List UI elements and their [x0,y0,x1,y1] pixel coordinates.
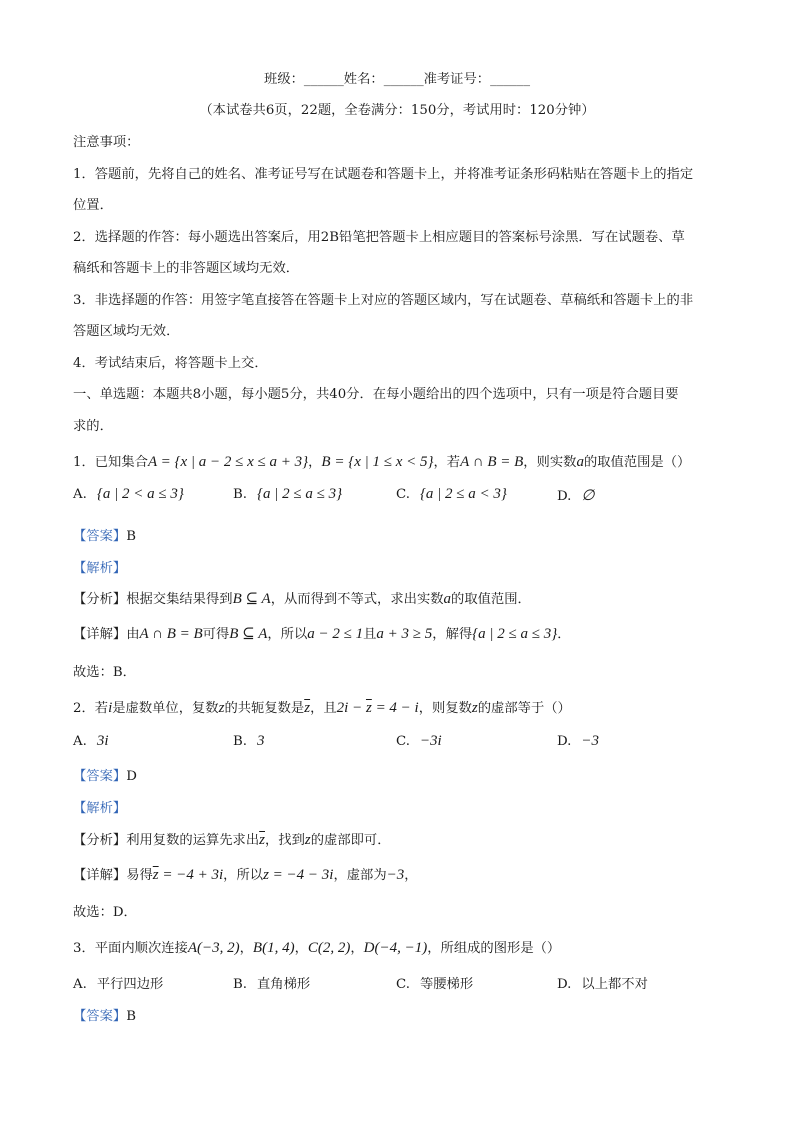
q1-text-3: ，则实数 [523,455,577,470]
fenxi-tag: 【分析】 [73,592,127,607]
section-heading-b: 求的． [73,419,113,434]
xj-text-4: ， [404,868,418,883]
q1-text-2: ，若 [433,455,461,470]
fenxi-math-2: z [304,832,311,848]
option-value: {a | 2 < a ≤ 3} [96,486,184,502]
q1-sep: ， [308,455,322,470]
q2-answer [73,765,137,784]
answer-value: D [126,769,137,784]
option-value: {a | 2 ≤ a ≤ 3} [257,486,343,502]
fenxi-math-1: $\overline{z}$ [259,832,265,848]
xj-math-zbar: $\overline{z}$ [152,867,159,883]
notice-item-4: 4．考试结束后，将答题卡上交． [73,356,268,371]
q3-point-a: A(−3, 2) [187,940,240,956]
option-label: D. [557,489,572,504]
q3-stem [73,937,560,957]
notice-item-2b: 稿纸和答题卡上的非答题区域均无效． [73,261,300,276]
xj-text-1: 易得 [126,868,153,883]
header-fields-line: 班级：______姓名：______准考证号：______ [264,72,530,87]
fenxi-text-3: 的取值范围． [451,592,531,607]
option-label: C. [396,487,410,502]
option-label: D. [557,734,572,749]
xj-math-2: z = −4 − 3i [263,867,334,883]
q1-stem [73,451,690,471]
q1-option-c [396,486,507,503]
notice-item-2a: 2．选择题的作答：每小题选出答案后，用2B铅笔把答题卡上相应题目的答案标号涂黑．写在试题卷、草 [73,230,685,245]
option-label: B. [233,734,247,749]
option-value: {a | 2 ≤ a < 3} [419,486,507,502]
option-label: A. [73,734,87,749]
option-label: A. [73,977,87,992]
xj-text-3: ，虚部为 [333,868,387,883]
option-value: 3i [96,733,109,749]
xj-text-2: ，所以 [223,868,264,883]
xj-math-1: A ∩ B = B [139,626,203,642]
q1-condition: A ∩ B = B [460,454,524,470]
q3-option-b [233,973,310,992]
q3-point-d: D(−4, −1) [363,940,428,956]
fenxi-text-1: 利用复数的运算先求出 [126,833,260,848]
xj-text-6: ． [557,627,571,642]
fenxi-text-2: ，从而得到不等式，求出实数 [270,592,444,607]
q1-option-a [73,486,184,503]
notice-title: 注意事项： [73,135,140,150]
q3-point-b: B(1, 4) [252,940,295,956]
fenxi-text-2: ，找到 [265,833,305,848]
q1-set-b: B = {x | 1 ≤ x < 5} [321,454,434,470]
xj-text-5: ，解得 [432,627,473,642]
option-value: 直角梯形 [257,977,311,992]
q1-xiangjie [73,623,571,643]
analysis-tag: 【解析】 [73,561,127,576]
q1-number: 1． [73,455,95,470]
q2-math-z2: z [471,700,478,716]
q1-analysis-tag [73,557,126,576]
xiangjie-tag: 【详解】 [73,868,127,883]
q2-text-3: 的共轭复数是 [224,701,305,716]
answer-tag: 【答案】 [73,1009,127,1024]
option-value: −3 [581,733,600,749]
q3-option-c [396,973,473,992]
q3-point-c: C(2, 2) [307,940,351,956]
fenxi-text-1: 根据交集结果得到 [126,592,233,607]
q2-math-i: i [108,700,113,716]
q2-choose: 故选：D． [73,905,137,920]
xj-text-3: ，所以 [267,627,308,642]
q1-text-1: 已知集合 [94,455,148,470]
option-label: B. [233,977,247,992]
q3-text-2: ，所组成的图形是（） [427,941,561,956]
q2-eq-zbar: $\overline{z}$ [365,700,372,716]
q3-sep-1: ， [239,941,253,956]
analysis-tag: 【解析】 [73,801,127,816]
q3-answer [73,1005,136,1024]
fenxi-math-2: a [443,591,452,607]
q2-number: 2． [73,701,95,716]
notice-item-3b: 答题区域均无效． [73,324,180,339]
q2-analysis-tag [73,797,126,816]
q2-xiangjie [73,864,418,884]
option-value: 3 [257,733,265,749]
xiangjie-tag: 【详解】 [73,627,127,642]
option-value: 以上都不对 [581,977,648,992]
xj-text-4: 且 [363,627,377,642]
q3-sep-2: ， [294,941,308,956]
xj-math-1: = −4 + 3i [158,867,224,883]
q3-option-d [557,973,648,992]
q1-option-d [557,486,595,505]
q2-text-5: ，则复数 [418,701,472,716]
answer-tag: 【答案】 [73,529,127,544]
q2-option-a [73,733,109,750]
q1-option-b [233,486,342,503]
option-value: ∅ [581,488,595,504]
q2-eq-part-b: = 4 − i [371,700,419,716]
xj-math-5: {a | 2 ≤ a ≤ 3} [472,626,558,642]
notice-item-3a: 3．非选择题的作答：用签字笔直接答在答题卡上对应的答题区域内，写在试题卷、草稿纸和答题卡上的非 [73,293,694,308]
xj-text-1: 由 [126,627,140,642]
q3-sep-3: ， [350,941,364,956]
q3-text-1: 平面内顺次连接 [94,941,188,956]
q1-text-4: 的取值范围是（） [583,455,691,470]
q2-eq-part-a: 2i − [336,700,366,716]
q2-text-1: 若 [94,701,109,716]
q2-text-6: 的虚部等于（） [477,701,571,716]
q2-option-b [233,733,265,750]
xj-text-2: 可得 [202,627,230,642]
q1-choose: 故选：B． [73,665,136,680]
option-label: A. [73,487,87,502]
answer-value: B [126,1009,136,1024]
q3-option-a [73,973,163,992]
option-label: C. [396,977,410,992]
q1-fenxi [73,588,531,608]
q1-answer [73,525,136,544]
option-value: 等腰梯形 [419,977,474,992]
q2-stem [73,697,571,717]
xj-math-4: a + 3 ≥ 5 [376,626,433,642]
q2-text-2: 是虚数单位，复数 [112,701,219,716]
option-label: D. [557,977,572,992]
option-label: C. [396,734,410,749]
q2-fenxi [73,829,391,849]
exam-info-line: （本试卷共6页，22题，全卷满分：150分，考试用时：120分钟） [199,103,595,118]
xj-math-2: B ⊆ A [229,626,268,642]
option-label: B. [233,487,247,502]
q2-option-d [557,733,599,750]
xj-math-3: a − 2 ≤ 1 [307,626,364,642]
section-heading-a: 一、单选题：本题共8小题，每小题5分，共40分．在每小题给出的四个选项中，只有一项是符合题目要 [73,387,679,402]
q3-number: 3． [73,941,95,956]
q1-set-a: A = {x | a − 2 ≤ x ≤ a + 3} [147,454,309,470]
q1-var: a [576,454,584,470]
option-value: −3i [419,733,442,749]
xj-math-3: −3 [386,867,405,883]
answer-value: B [126,529,136,544]
fenxi-text-3: 的虚部即可． [310,833,391,848]
notice-item-1b: 位置． [73,198,113,213]
q2-math-z: z [218,700,225,716]
fenxi-tag: 【分析】 [73,833,127,848]
answer-tag: 【答案】 [73,769,127,784]
notice-item-1a: 1．答题前，先将自己的姓名、准考证号写在试题卷和答题卡上，并将准考证条形码粘贴在答题卡上的指定 [73,167,694,182]
q2-text-4: ，且 [310,701,337,716]
q2-option-c [396,733,442,750]
q2-math-zbar: $\overline{z}$ [304,700,311,716]
option-value: 平行四边形 [96,977,164,992]
fenxi-math-1: B ⊆ A [232,591,271,607]
